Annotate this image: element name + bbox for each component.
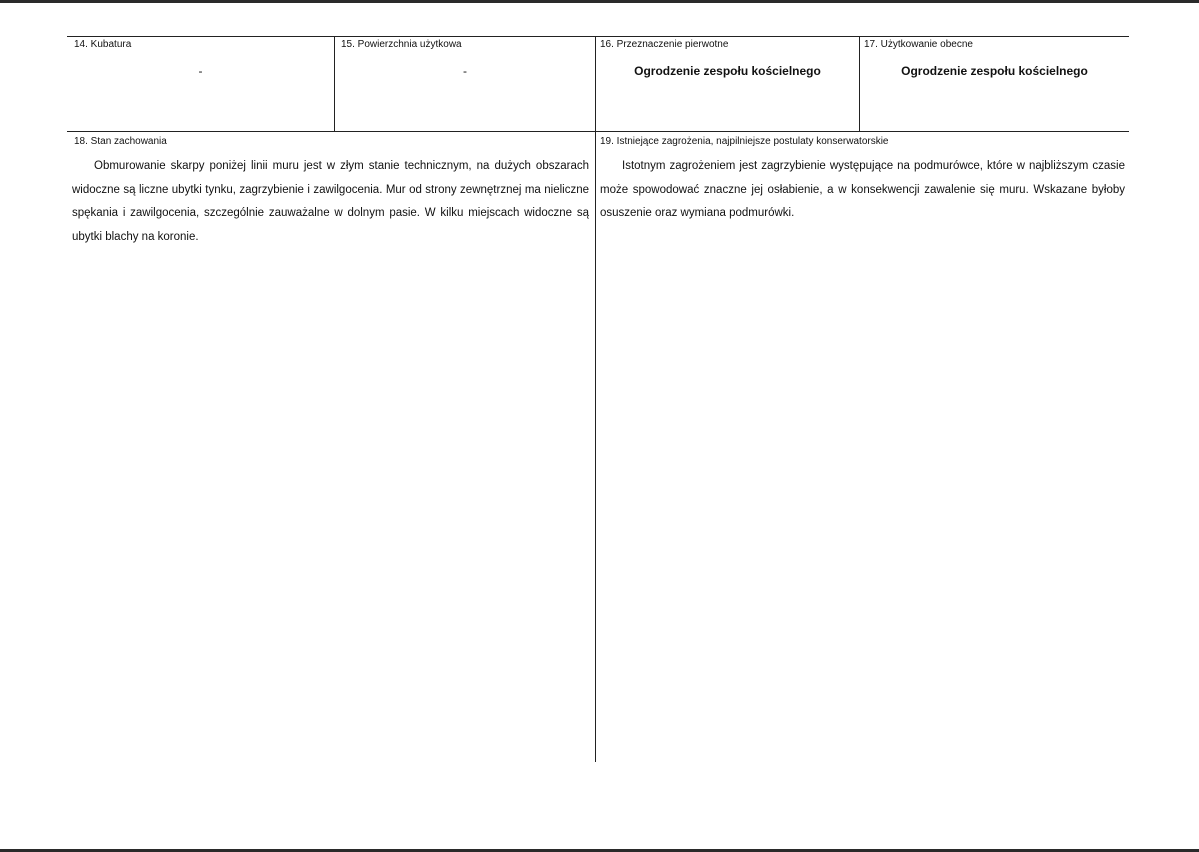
field-label: 15. Powierzchnia użytkowa [341, 39, 462, 50]
record-card-form [67, 36, 1129, 762]
field-zagrozenia-postulaty [596, 132, 1129, 762]
page-edge-top [0, 0, 1199, 3]
field-label: 16. Przeznaczenie pierwotne [600, 39, 729, 50]
field-label: 14. Kubatura [74, 39, 132, 50]
field-text: Istotnym zagrożeniem jest zagrzybienie występujące na podmurówce, które w najbliższym czasie może spowodować znaczne jej osłabienie, a w konsekwencji zawalenie się muru. Wskazane byłoby osuszenie oraz wymiana podmurówki. [600, 160, 1125, 219]
field-value: Ogrodzenie zespołu kościelnego [634, 64, 821, 78]
field-powierzchnia-uzytkowa [335, 36, 595, 131]
field-uzytkowanie-obecne [860, 36, 1129, 131]
field-label: 17. Użytkowanie obecne [864, 39, 973, 50]
field-value: - [463, 64, 467, 78]
field-kubatura [67, 36, 334, 131]
field-value: Ogrodzenie zespołu kościelnego [901, 64, 1088, 78]
field-label: 19. Istniejące zagrożenia, najpilniejsze postulaty konserwatorskie [600, 136, 889, 147]
field-value: - [198, 64, 203, 78]
field-przeznaczenie-pierwotne [596, 36, 859, 131]
field-stan-zachowania [67, 132, 595, 762]
field-text: Obmurowanie skarpy poniżej linii muru jest w złym stanie technicznym, na dużych obszarach widoczne są liczne ubytki tynku, zagrzybienie i zawilgocenia. Mur od strony zewnętrznej ma nieliczne spękania i zawilgocenia, szczególnie zauważalne w dolnym pasie. W kilku miejscach widoczne są ubytki blachy na koronie. [72, 160, 589, 243]
field-label: 18. Stan zachowania [74, 136, 167, 147]
